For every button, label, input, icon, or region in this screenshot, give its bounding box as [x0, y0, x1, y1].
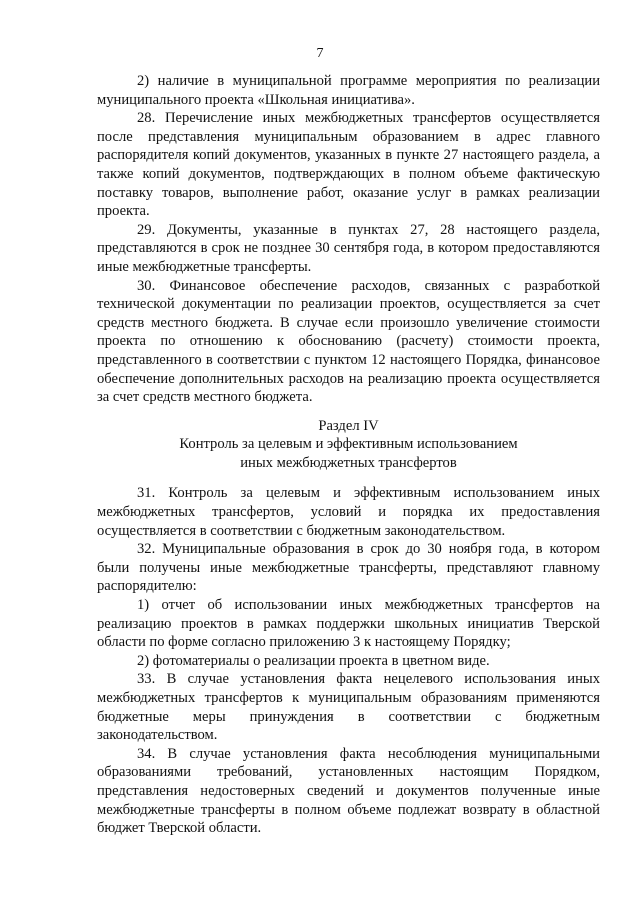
- section-title-line1: Контроль за целевым и эффективным использованием: [179, 436, 518, 453]
- paragraph-34: 34. В случае установления факта несоблюдения муниципальными образованиями требований, установленных настоящим Порядком, представления недостоверных сведений и документов полученные иные межбюджетные трансферты в полном объеме подлежат возврату в областной бюджет Тверской области.: [97, 745, 600, 837]
- paragraph-item-2: 2) наличие в муниципальной программе мероприятия по реализации муниципального проекта «Школьная инициатива».: [97, 73, 600, 108]
- paragraph-28: 28. Перечисление иных межбюджетных трансфертов осуществляется после представления муниципальным образованием в адрес главного распорядителя копий документов, указанных в пункте 27 настоящего раздела, а также копий документов, подтверждающих в полном объеме фактическую поставку товаров, выполнение работ, оказание услуг в рамках реализации проекта.: [97, 110, 600, 220]
- section-label: Раздел IV: [318, 417, 379, 434]
- paragraph-32-item-1: 1) отчет об использовании иных межбюджетных трансфертов на реализацию проектов в рамках поддержки школьных инициатив Тверской области по форме согласно приложению 3 к настоящему Порядку;: [97, 597, 600, 651]
- paragraph-29: 29. Документы, указанные в пунктах 27, 28 настоящего раздела, представляются в срок не позднее 30 сентября года, в котором предоставляются иные межбюджетные трансферты.: [97, 221, 600, 275]
- paragraph-31: 31. Контроль за целевым и эффективным использованием иных межбюджетных трансфертов, условий и порядка их предоставления осуществляется в соответствии с бюджетным законодательством.: [97, 485, 600, 539]
- paragraph-32: 32. Муниципальные образования в срок до 30 ноября года, в котором были получены иные межбюджетные трансферты, представляют главному распорядителю:: [97, 541, 600, 595]
- paragraph-33: 33. В случае установления факта нецелевого использования иных межбюджетных трансфертов к муниципальным образованиям применяются бюджетные меры принуждения в соответствии с бюджетным законодательством.: [97, 671, 600, 744]
- page-number: 7: [316, 46, 324, 61]
- paragraph-30: 30. Финансовое обеспечение расходов, связанных с разработкой технической документации по реализации проектов, осуществляется за счет средств местного бюджета. В случае если произошло увеличение стоимости проекта по отношению к обоснованию (расчету) стоимости проекта, представленного в соответствии с пунктом 12 настоящего Порядка, финансовое обеспечение дополнительных расходов на реализацию проекта осуществляется за счет средств местного бюджета.: [97, 277, 600, 406]
- section-heading: [97, 417, 600, 473]
- document-body: [97, 72, 600, 838]
- paragraph-32-item-2: 2) фотоматериалы о реализации проекта в цветном виде.: [137, 652, 490, 669]
- section-title-line2: иных межбюджетных трансфертов: [240, 454, 457, 471]
